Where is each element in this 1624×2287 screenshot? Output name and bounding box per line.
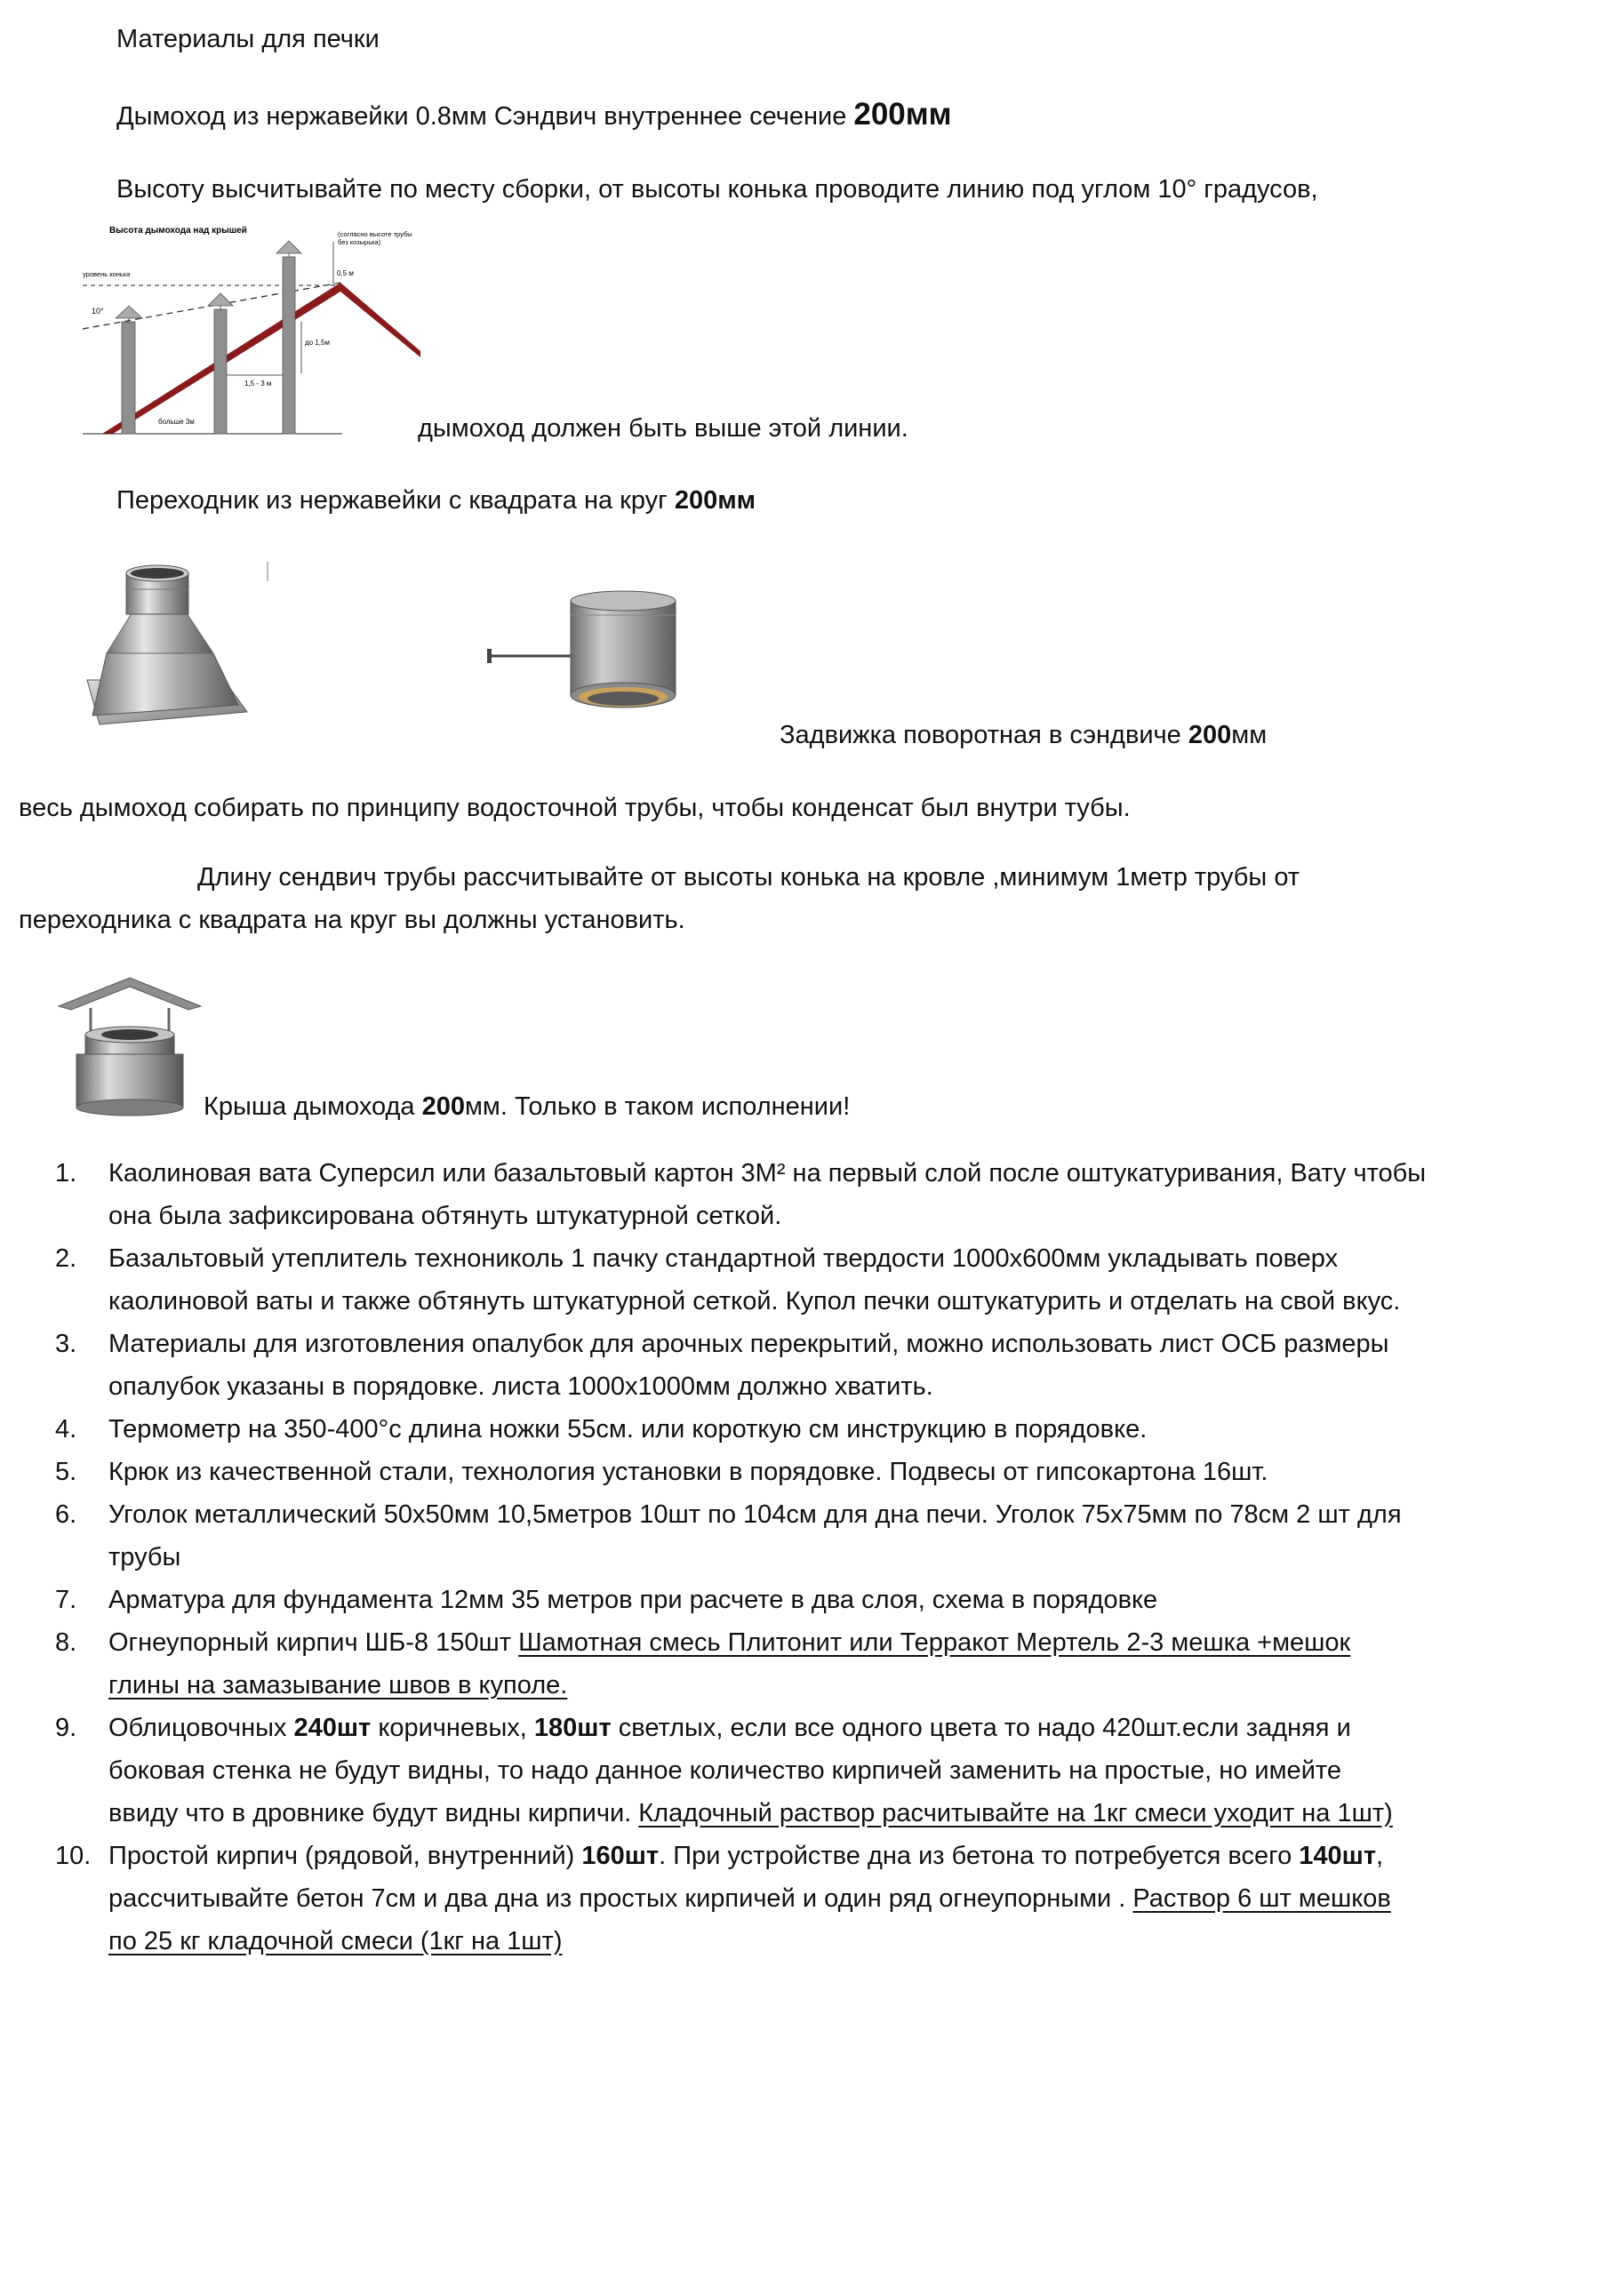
list-item: 6. Уголок металлический 50х50мм 10,5метров 10шт по 104см для дна печи. Уголок 75х75мм по 78см 2 шт для трубы [55,1500,1402,1571]
roof-shape [102,283,420,434]
height-note: Высоту высчитывайте по месту сборки, от высоты конька проводите линию под углом 10° градусов, [116,175,1318,204]
dim-3: больше 3м [158,418,195,426]
pipe-3 [283,257,295,434]
list-item: 8. Огнеупорный кирпич ШБ-8 150шт Шамотная смесь Плитонит или Терракот Мертель 2-3 мешка +мешок глины на замазывание швов в куполе. [55,1628,1351,1699]
angle-label: 10° [92,307,104,316]
dim-05: 0,5 м [337,269,354,277]
chimney-spec: Дымоход из нержавейки 0.8мм Сэндвич внутреннее сечение 200мм [116,97,952,132]
adapter-spec: Переходник из нержавейки с квадрата на круг 200мм [116,486,756,515]
assembly-note: весь дымоход собирать по принципу водосточной трубы, чтобы конденсат был внутри тубы. [19,794,1131,822]
damper-image [487,587,687,720]
chimney-height-diagram [83,213,420,440]
diagram-top-note-1: (согласно высоте трубы [338,230,412,238]
pipe-2-cap [208,293,233,306]
pipe-1-cap [116,306,142,318]
list-item: 5. Крюк из качественной стали, технология установки в порядовке. Подвесы от гипсокартона 16шт. [55,1458,1268,1486]
pipe-1 [122,322,135,434]
chimney-cap-image [55,976,206,1118]
list-item: 7. Арматура для фундамента 12мм 35 метров при расчете в два слоя, схема в порядовке [55,1586,1158,1614]
damper-spec: Задвижка поворотная в сэндвиче 200мм [780,721,1268,749]
list-item: 3. Материалы для изготовления опалубок для арочных перекрытий, можно использовать лист ОСБ размеры опалубок указаны в порядовке. листа 1000х1000мм должно хватить. [55,1330,1389,1401]
length-note-line-2: переходника с квадрата на круг вы должны установить. [19,906,685,934]
above-line-note: дымоход должен быть выше этой линии. [418,414,908,443]
divider-mark [267,562,268,581]
dim-15: до 1,5м [305,339,330,347]
adapter-image [80,556,258,733]
diagram-ridge-label: уровень конька [83,270,131,278]
list-item: 10. Простой кирпич (рядовой, внутренний) 160шт. При устройстве дна из бетона то потребуется всего 140шт, рассчитывайте бетон 7см и два дна из простых кирпичей и один ряд огнеупорными . Раствор 6 шт мешков по 25 кг кладочной смеси (1кг на 1шт) [55,1842,1391,1955]
length-note-line-1: Длину сендвич трубы рассчитывайте от высоты конька на кровле ,минимум 1метр трубы от [197,863,1300,892]
diagram-title: Высота дымохода над крышей [109,226,247,236]
list-item: 4. Термометр на 350-400°с длина ножки 55см. или короткую см инструкцию в порядовке. [55,1415,1148,1443]
pipe-2 [214,309,227,434]
page-title: Материалы для печки [116,25,380,53]
materials-list [55,1152,1557,1963]
pipe-3-cap [276,241,301,253]
list-item: 9. Облицовочных 240шт коричневых, 180шт светлых, если все одного цвета то надо 420шт.если задняя и боковая стенка не будут видны, то надо данное количество кирпичей заменить на простые, но имейте ввиду что в дровнике будут видны кирпичи. Кладочный раствор расчитывайте на 1кг смеси уходит на 1шт) [55,1714,1393,1827]
diagram-top-note-2: без козырька) [338,238,381,246]
dim-153: 1,5 - 3 м [244,380,272,388]
roof-spec: Крыша дымохода 200мм. Только в таком исполнении! [204,1092,851,1121]
list-item: 2. Базальтовый утеплитель технониколь 1 пачку стандартной твердости 1000х600мм укладывать поверх каолиновой ваты и также обтянуть штукатурной сеткой. Купол печки оштукатурить и отделать на свой вкус. [55,1244,1401,1315]
list-item: 1. Каолиновая вата Суперсил или базальтовый картон 3М² на первый слой после оштукатуривания, Вату чтобы она была зафиксирована обтянуть штукатурной сеткой. [55,1159,1427,1230]
